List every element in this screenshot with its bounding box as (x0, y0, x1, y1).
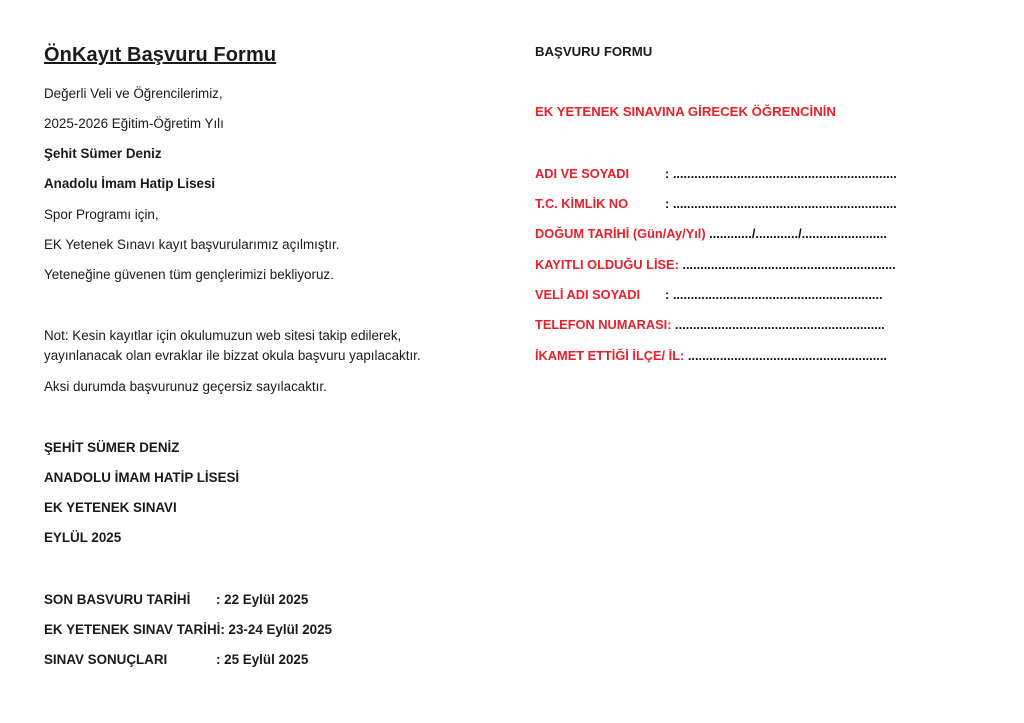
invitation-text: Yeteneğine güvenen tüm gençlerimizi bekliyoruz. (44, 267, 334, 282)
deadline-value: : 22 Eylül 2025 (216, 592, 309, 607)
school-name-line1: Şehit Sümer Deniz (44, 146, 162, 161)
results-value: : 25 Eylül 2025 (216, 652, 309, 667)
form-subheading: EK YETENEK SINAVINA GİRECEK ÖĞRENCİNİN (535, 104, 836, 119)
field-phone[interactable] (535, 317, 885, 332)
results-label: SINAV SONUÇLARI (44, 652, 168, 667)
warning-text: Aksi durumda başvurunuz geçersiz sayılacaktır. (44, 379, 327, 394)
field-high-school-label: KAYITLI OLDUĞU LİSE: (535, 257, 679, 272)
field-high-school[interactable] (535, 257, 896, 272)
field-birth-date-blank[interactable]: ............/............/........................ (705, 226, 887, 241)
school-name-line2: Anadolu İmam Hatip Lisesi (44, 176, 216, 191)
field-parent-name[interactable] (535, 287, 883, 302)
announcement-text: EK Yetenek Sınavı kayıt başvurularımız açılmıştır. (44, 237, 340, 252)
field-birth-date-label: DOĞUM TARİHİ (Gün/Ay/Yıl) (535, 226, 706, 241)
field-parent-name-blank[interactable]: : ........................................................... (665, 287, 883, 302)
field-name[interactable] (535, 166, 897, 181)
page-title: ÖnKayıt Başvuru Formu (44, 44, 277, 66)
deadline-row (44, 592, 308, 607)
field-tc-id-label: T.C. KİMLİK NO (535, 196, 629, 211)
greeting-text: Değerli Veli ve Öğrencilerimiz, (44, 86, 223, 101)
exam-date-label: EK YETENEK SINAV TARİHİ: (44, 622, 225, 637)
results-row (44, 652, 308, 667)
academic-year-text: 2025-2026 Eğitim-Öğretim Yılı (44, 116, 224, 131)
field-tc-id-blank[interactable]: : ............................................................... (665, 196, 897, 211)
exam-date-value: 23-24 Eylül 2025 (228, 622, 333, 637)
program-text: Spor Programı için, (44, 207, 159, 222)
field-residence-label: İKAMET ETTİĞİ İLÇE/ İL: (535, 348, 685, 363)
footer-school-line2: ANADOLU İMAM HATİP LİSESİ (44, 470, 240, 485)
form-heading: BAŞVURU FORMU (535, 44, 653, 59)
field-residence[interactable] (535, 348, 887, 363)
footer-school-line1: ŞEHİT SÜMER DENİZ (44, 440, 180, 455)
field-birth-date[interactable] (535, 226, 887, 241)
footer-exam-text: EK YETENEK SINAVI (44, 500, 177, 515)
field-tc-id[interactable] (535, 196, 897, 211)
field-name-label: ADI VE SOYADI (535, 166, 630, 181)
field-name-blank[interactable]: : ............................................................... (665, 166, 897, 181)
field-phone-label: TELEFON NUMARASI: (535, 317, 672, 332)
note-text-line2: yayınlanacak olan evraklar ile bizzat okula başvuru yapılacaktır. (44, 348, 421, 363)
field-high-school-blank[interactable]: ............................................................ (678, 257, 896, 272)
exam-date-row (44, 622, 332, 637)
note-text-line1: Not: Kesin kayıtlar için okulumuzun web sitesi takip edilerek, (44, 328, 402, 343)
field-phone-blank[interactable]: ........................................................... (671, 317, 885, 332)
field-parent-name-label: VELİ ADI SOYADI (535, 287, 641, 302)
field-residence-blank[interactable]: ........................................................ (684, 348, 887, 363)
footer-date-text: EYLÜL 2025 (44, 530, 122, 545)
deadline-label: SON BASVURU TARİHİ (44, 592, 191, 607)
